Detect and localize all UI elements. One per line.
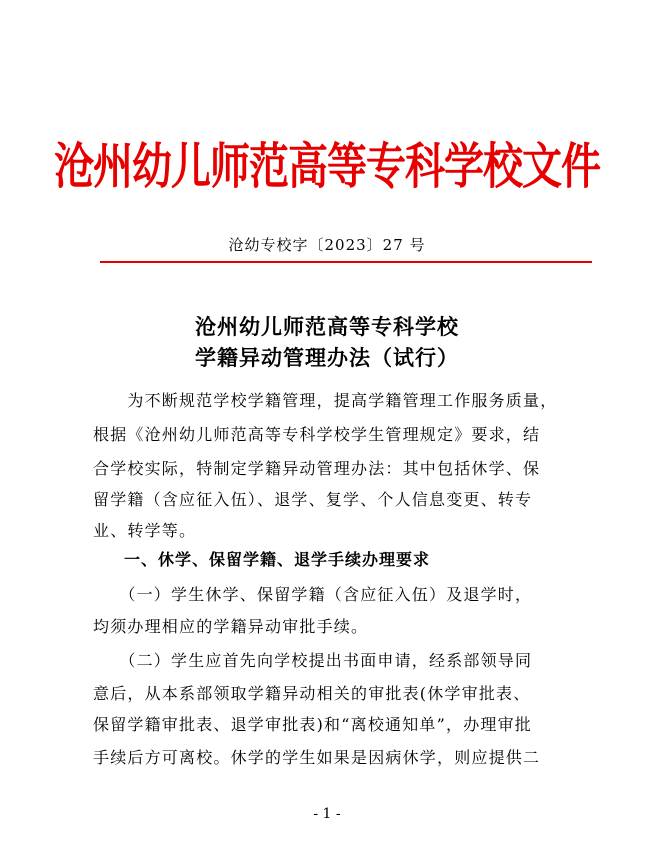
page-number: - 1 - (313, 806, 341, 822)
item-2-line: 保留学籍审批表、退学审批表)和“离校通知单”，办理审批 (93, 715, 533, 734)
org-header-title: 沧州幼儿师范高等专科学校文件 (54, 137, 600, 196)
intro-paragraph-line: 合学校实际，特制定学籍异动管理办法：其中包括休学、保 (93, 459, 541, 478)
item-2-line: （二）学生应首先向学校提出书面申请，经系部领导同 (93, 651, 533, 670)
document-number: 沧幼专校字〔2023〕27 号 (228, 236, 426, 254)
document-title-line-1: 沧州幼儿师范高等专科学校 (195, 315, 459, 339)
intro-paragraph-line: 留学籍（含应征入伍）、退学、复学、个人信息变更、转专 (93, 490, 533, 509)
document-title-line-2: 学籍异动管理办法（试行） (195, 346, 459, 370)
item-2-line: 手续后方可离校。休学的学生如果是因病休学，则应提供二 (93, 748, 541, 767)
item-1-line: （一）学生休学、保留学籍（含应征入伍）及退学时， (93, 585, 533, 604)
section-1-heading: 一、休学、保留学籍、退学手续办理要求 (124, 550, 431, 569)
item-2-line: 意后，从本系部领取学籍异动相关的审批表(休学审批表、 (93, 684, 531, 703)
intro-paragraph-line: 业、转学等。 (93, 521, 197, 540)
intro-paragraph-line: 根据《沧州幼儿师范高等专科学校学生管理规定》要求，结 (93, 425, 541, 444)
red-divider-line (100, 261, 592, 263)
intro-paragraph-line: 为不断规范学校学籍管理，提高学籍管理工作服务质量， (93, 391, 558, 410)
item-1-line: 均须办理相应的学籍异动审批手续。 (93, 617, 369, 636)
